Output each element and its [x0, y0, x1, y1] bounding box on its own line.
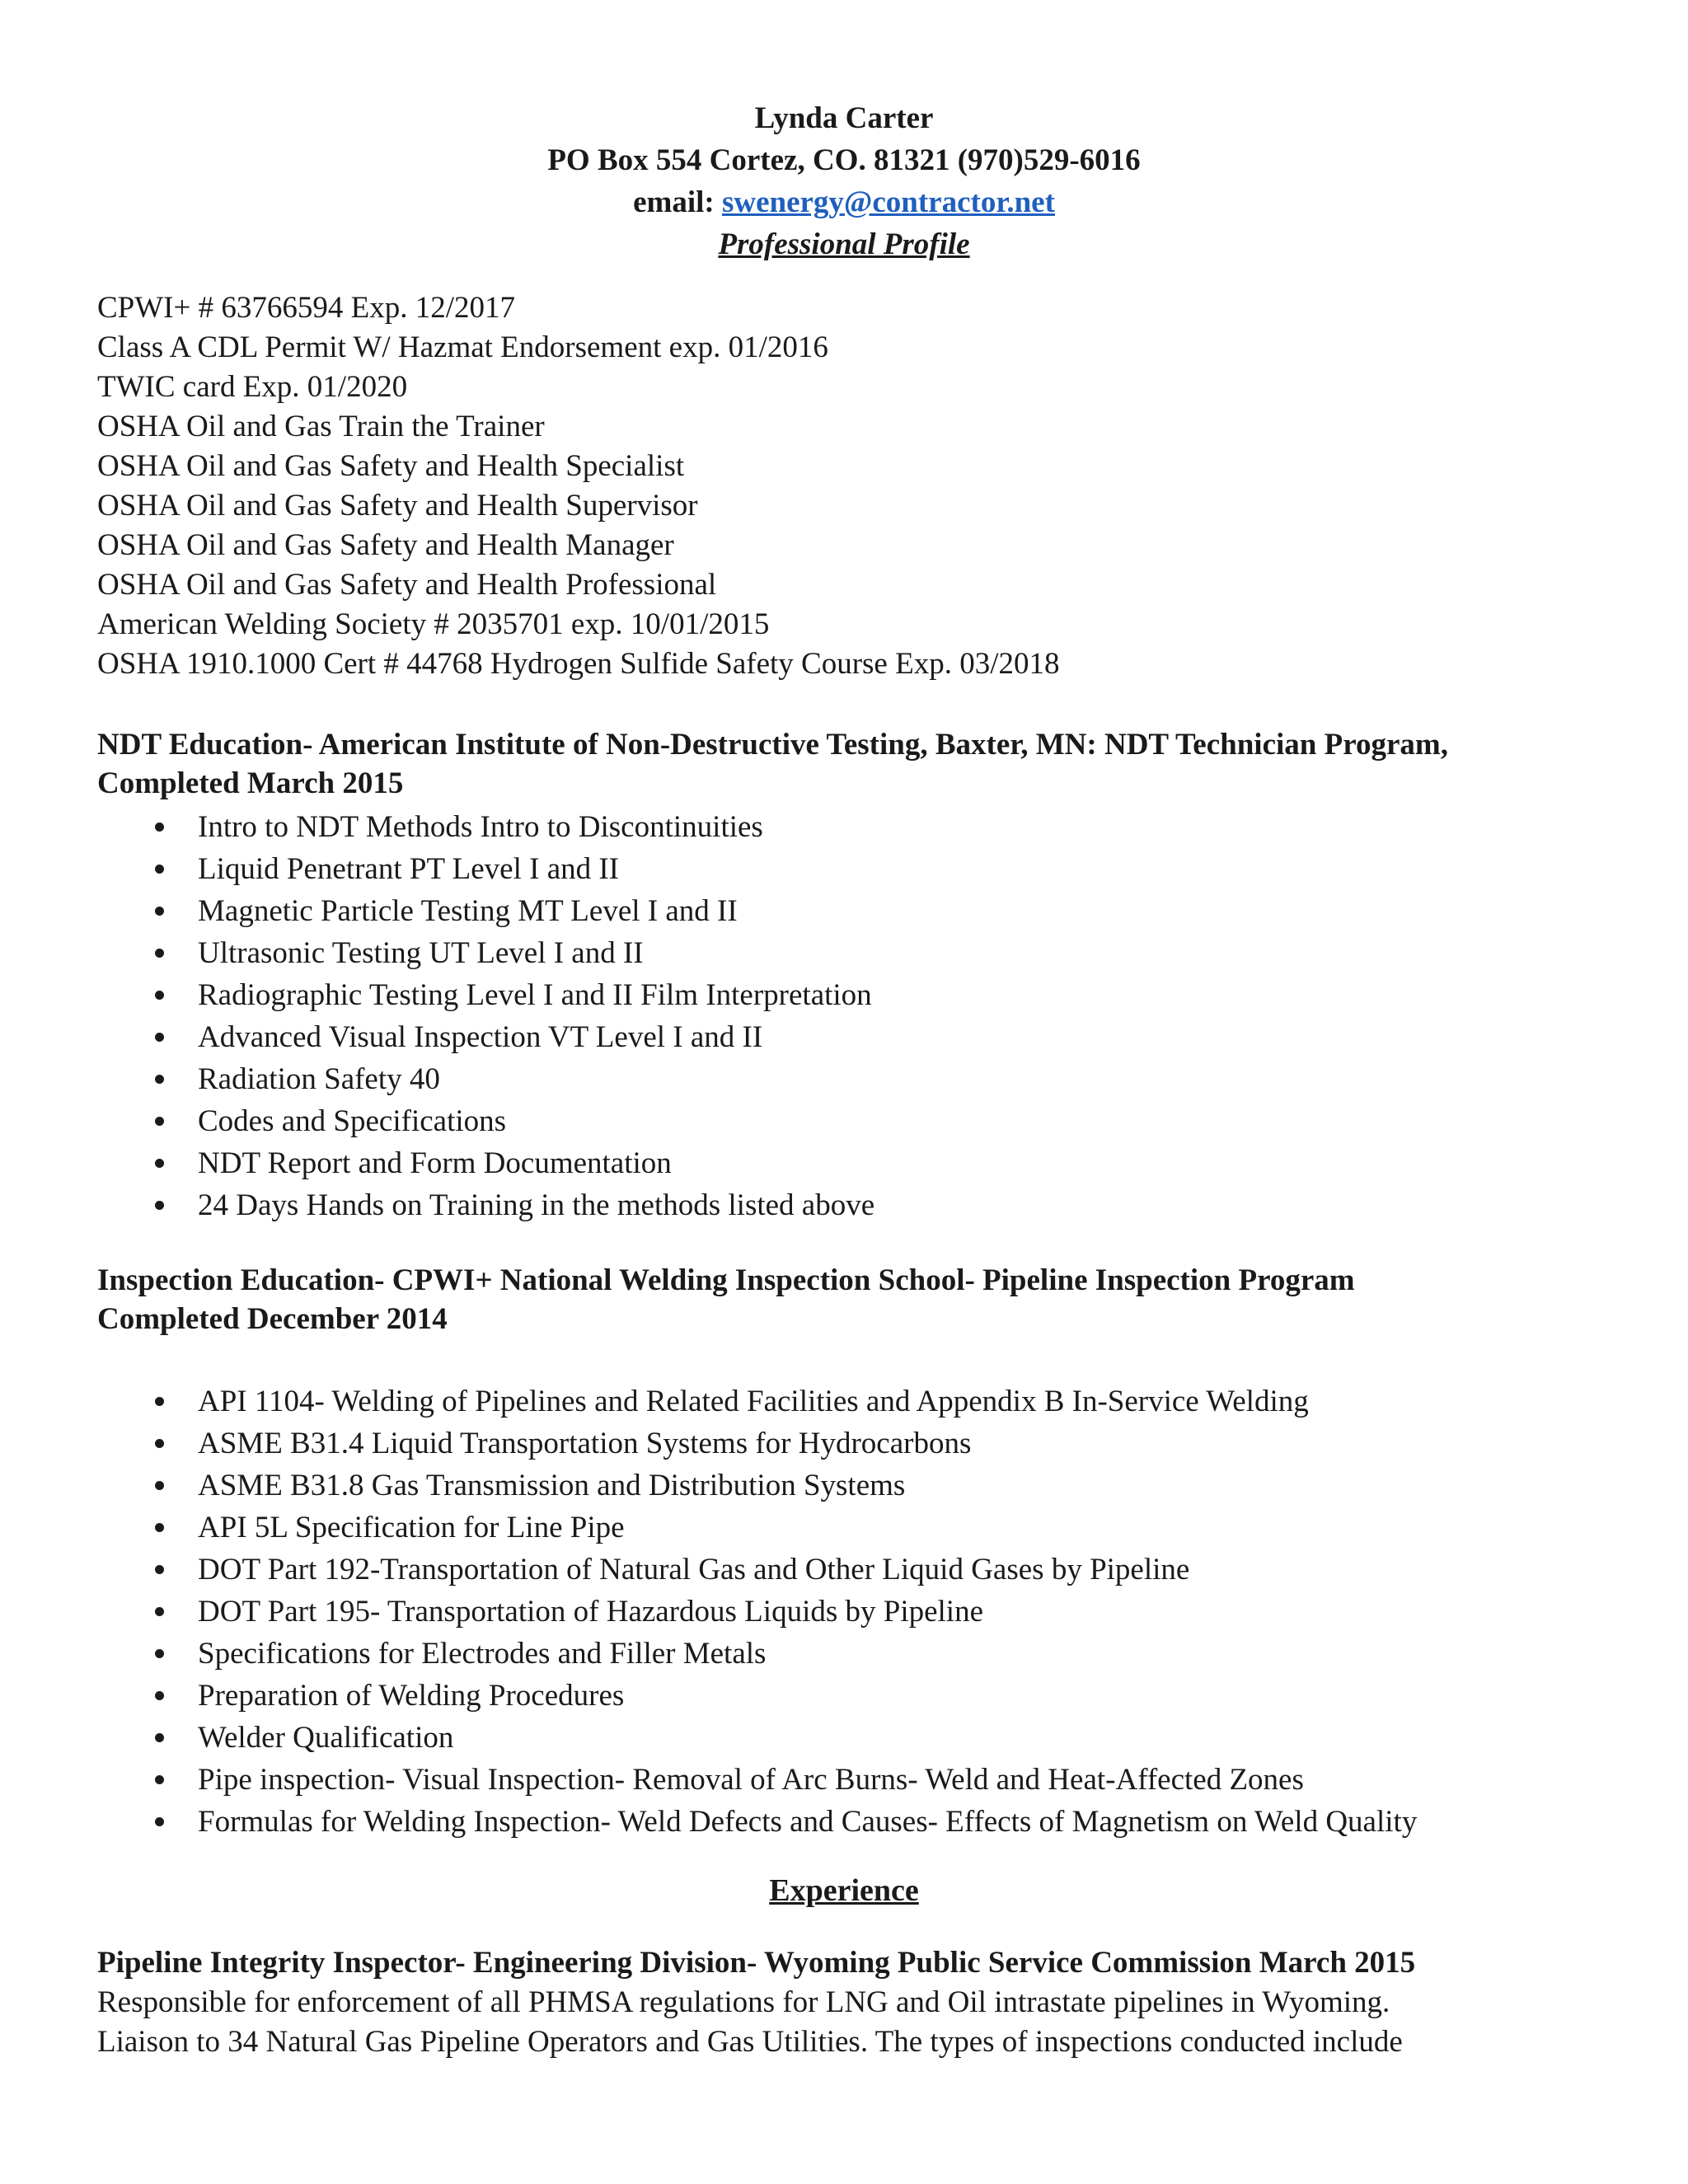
certification-item: OSHA Oil and Gas Safety and Health Specialist — [97, 449, 685, 483]
bullet-icon — [155, 1481, 164, 1490]
list-item: Specifications for Electrodes and Filler Metals — [0, 1633, 1648, 1675]
list-item: ASME B31.8 Gas Transmission and Distribution Systems — [0, 1465, 1648, 1507]
bullet-icon — [155, 1775, 164, 1784]
list-item: 24 Days Hands on Training in the methods listed above — [0, 1184, 1648, 1226]
list-item: Preparation of Welding Procedures — [0, 1675, 1648, 1717]
list-item: DOT Part 192-Transportation of Natural Gas and Other Liquid Gases by Pipeline — [0, 1549, 1648, 1591]
list-item: API 1104- Welding of Pipelines and Related Facilities and Appendix B In-Service Welding — [0, 1380, 1648, 1422]
bullet-icon — [155, 1117, 164, 1126]
list-item: Ultrasonic Testing UT Level I and II — [0, 932, 1648, 974]
job-title: Pipeline Integrity Inspector- Engineering Division- Wyoming Public Service Commission March 2015 — [97, 1946, 1416, 1980]
list-item: DOT Part 195- Transportation of Hazardous Liquids by Pipeline — [0, 1591, 1648, 1633]
ndt-heading-line: NDT Education- American Institute of Non-Destructive Testing, Baxter, MN: NDT Technician Program, — [97, 728, 1448, 762]
job-entry — [97, 1943, 1647, 2062]
certification-item: OSHA Oil and Gas Safety and Health Manager — [97, 528, 674, 562]
ndt-education-heading — [97, 725, 1614, 803]
list-item: Welder Qualification — [0, 1717, 1648, 1759]
list-item: Intro to NDT Methods Intro to Discontinuities — [0, 806, 1648, 848]
list-item: API 5L Specification for Line Pipe — [0, 1507, 1648, 1549]
bullet-icon — [155, 1649, 164, 1658]
contact-address: PO Box 554 Cortez, CO. 81321 (970)529-6016 — [547, 143, 1141, 177]
email-link[interactable]: swenergy@contractor.net — [721, 185, 1055, 219]
certification-item: OSHA Oil and Gas Safety and Health Supervisor — [97, 489, 698, 523]
bullet-icon — [155, 1159, 164, 1168]
list-item: NDT Report and Form Documentation — [0, 1142, 1648, 1184]
ndt-heading-completed: Completed March 2015 — [97, 766, 404, 800]
inspection-heading-completed: Completed December 2014 — [97, 1302, 448, 1336]
bullet-icon — [155, 1397, 164, 1406]
bullet-icon — [155, 1817, 164, 1826]
resume-header — [0, 97, 1688, 265]
applicant-name: Lynda Carter — [754, 101, 934, 135]
bullet-icon — [155, 1523, 164, 1532]
bullet-icon — [155, 823, 164, 832]
bullet-icon — [155, 1033, 164, 1042]
bullet-icon — [155, 1439, 164, 1448]
certification-item: Class A CDL Permit W/ Hazmat Endorsement exp. 01/2016 — [97, 330, 828, 364]
certifications-list — [97, 288, 1622, 684]
list-item: Magnetic Particle Testing MT Level I and II — [0, 890, 1648, 932]
ndt-course-list — [0, 806, 1648, 1226]
list-item: Advanced Visual Inspection VT Level I and II — [0, 1016, 1648, 1058]
bullet-icon — [155, 907, 164, 916]
inspection-education-heading — [97, 1261, 1614, 1338]
list-item: Radiographic Testing Level I and II Film Interpretation — [0, 974, 1648, 1016]
bullet-icon — [155, 1201, 164, 1210]
inspection-course-list — [0, 1380, 1648, 1843]
list-item: Pipe inspection- Visual Inspection- Removal of Arc Burns- Weld and Heat-Affected Zones — [0, 1759, 1648, 1801]
email-line — [0, 181, 1688, 223]
job-description-line: Liaison to 34 Natural Gas Pipeline Operators and Gas Utilities. The types of inspections conducted include — [97, 2025, 1403, 2059]
certification-item: American Welding Society # 2035701 exp. 10/01/2015 — [97, 607, 770, 641]
job-description-line: Responsible for enforcement of all PHMSA regulations for LNG and Oil intrastate pipelines in Wyoming. — [97, 1985, 1390, 2019]
certification-item: TWIC card Exp. 01/2020 — [97, 370, 408, 404]
bullet-icon — [155, 1607, 164, 1616]
certification-item: OSHA Oil and Gas Safety and Health Professional — [97, 568, 717, 602]
list-item: Liquid Penetrant PT Level I and II — [0, 848, 1648, 890]
list-item: ASME B31.4 Liquid Transportation Systems for Hydrocarbons — [0, 1422, 1648, 1465]
list-item: Radiation Safety 40 — [0, 1058, 1648, 1100]
certification-item: OSHA Oil and Gas Train the Trainer — [97, 410, 545, 443]
bullet-icon — [155, 1691, 164, 1700]
experience-heading: Experience — [769, 1873, 919, 1908]
bullet-icon — [155, 1565, 164, 1574]
bullet-icon — [155, 949, 164, 958]
bullet-icon — [155, 991, 164, 1000]
email-label: email: — [633, 185, 715, 219]
bullet-icon — [155, 1075, 164, 1084]
bullet-icon — [155, 1733, 164, 1742]
certification-item: CPWI+ # 63766594 Exp. 12/2017 — [97, 291, 515, 325]
certification-item: OSHA 1910.1000 Cert # 44768 Hydrogen Sulfide Safety Course Exp. 03/2018 — [97, 647, 1060, 681]
profile-heading: Professional Profile — [718, 227, 970, 261]
list-item: Formulas for Welding Inspection- Weld Defects and Causes- Effects of Magnetism on Weld Quality — [0, 1801, 1648, 1843]
bullet-icon — [155, 865, 164, 874]
inspection-heading-line: Inspection Education- CPWI+ National Welding Inspection School- Pipeline Inspection Program — [97, 1263, 1355, 1297]
list-item: Codes and Specifications — [0, 1100, 1648, 1142]
